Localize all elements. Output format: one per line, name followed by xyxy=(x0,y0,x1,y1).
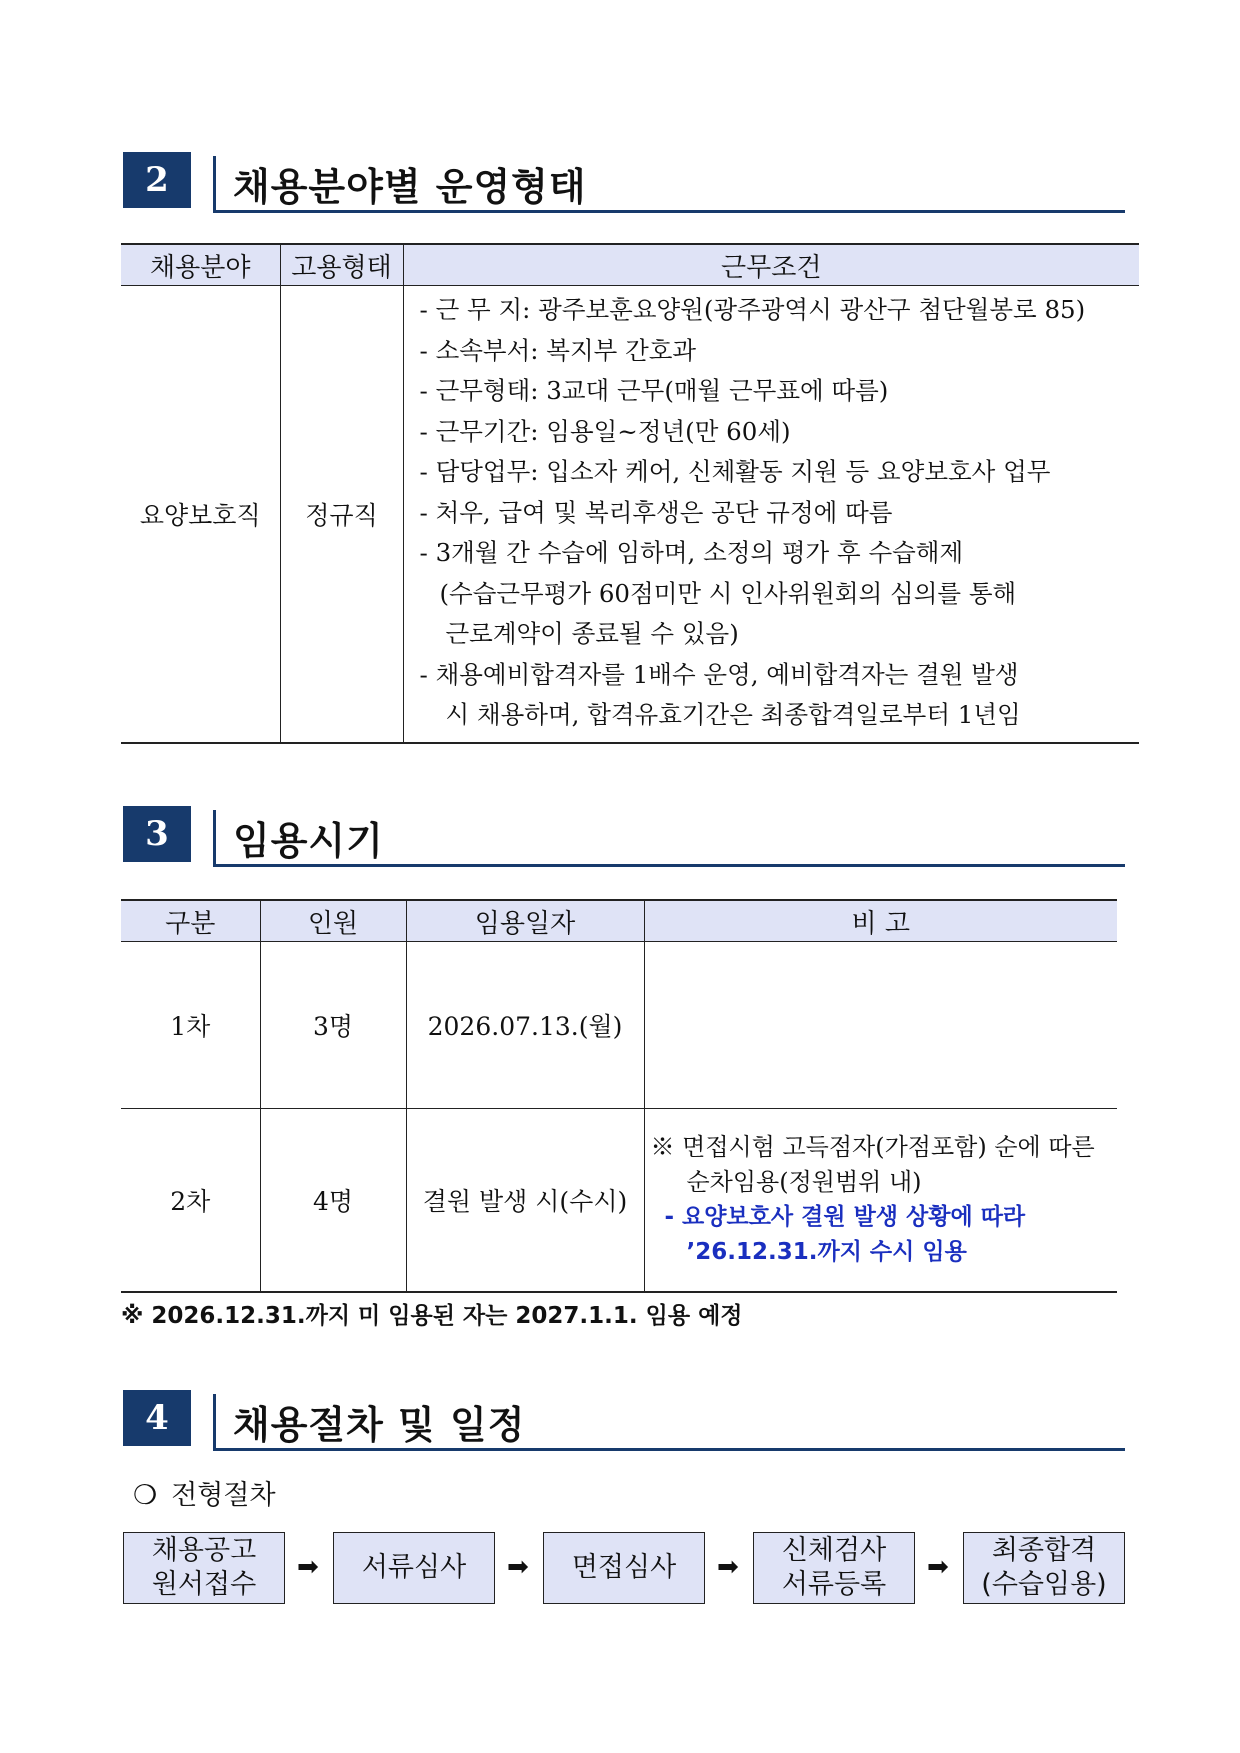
note-cell xyxy=(644,1109,1117,1293)
col-header-field: 채용분야 xyxy=(121,244,280,286)
round-cell: 2차 xyxy=(121,1109,260,1293)
count-cell: 3명 xyxy=(260,942,406,1109)
right-arrow-icon: ➡ xyxy=(297,1552,319,1582)
section-number: 4 xyxy=(123,1390,191,1446)
condition-line: - 근무형태: 3교대 근무(매월 근무표에 따름) xyxy=(419,376,889,405)
process-step-2 xyxy=(333,1532,495,1604)
section-4-header xyxy=(123,1390,1125,1452)
step-line: 서류등록 xyxy=(781,1569,887,1600)
section-number: 2 xyxy=(123,152,191,208)
section-divider xyxy=(213,156,216,212)
section-divider xyxy=(213,1394,216,1450)
col-header-note: 비 고 xyxy=(644,900,1117,942)
appointment-schedule-table xyxy=(121,899,1117,1293)
condition-line: - 근무기간: 임용일~정년(만 60세) xyxy=(419,416,791,446)
step-line: 최종합격 xyxy=(991,1535,1097,1566)
condition-line: - 근 무 지: 광주보훈요양원(광주광역시 광산구 첨단월봉로 85) xyxy=(419,295,1086,324)
condition-line: (수습근무평가 60점미만 시 인사위원회의 심의를 통해 xyxy=(439,578,1017,608)
section-divider xyxy=(213,810,216,866)
conditions-cell xyxy=(403,286,1139,743)
section-title: 채용분야별 운영형태 xyxy=(233,165,587,209)
right-arrow-icon: ➡ xyxy=(717,1552,739,1582)
condition-line: 근로계약이 종료될 수 있음) xyxy=(445,619,739,648)
step-line: 원서접수 xyxy=(151,1569,257,1600)
condition-line: - 처우, 급여 및 복리후생은 공단 규정에 따름 xyxy=(419,497,893,527)
section-3-header xyxy=(123,806,1125,868)
col-header-round: 구분 xyxy=(121,900,260,942)
col-header-employment: 고용형태 xyxy=(280,244,403,286)
section-underline xyxy=(213,864,1125,867)
condition-line: 시 채용하며, 합격유효기간은 최종합격일로부터 1년임 xyxy=(445,700,1021,729)
step-line: 채용공고 xyxy=(151,1535,257,1566)
condition-line: - 소속부서: 복지부 간호과 xyxy=(419,335,697,365)
step-line: 신체검사 xyxy=(781,1535,887,1566)
note-line-highlight: ’26.12.31.까지 수시 임용 xyxy=(686,1239,967,1265)
process-step-5 xyxy=(963,1532,1125,1604)
recruitment-field-table xyxy=(121,243,1139,744)
date-cell: 결원 발생 시(수시) xyxy=(406,1109,644,1293)
condition-line: - 담당업무: 입소자 케어, 신체활동 지원 등 요양보호사 업무 xyxy=(419,457,1051,486)
table-row xyxy=(121,1109,1117,1293)
process-step-1 xyxy=(123,1532,285,1604)
process-step-3 xyxy=(543,1532,705,1604)
col-header-date: 임용일자 xyxy=(406,900,644,942)
condition-line: - 채용예비합격자를 1배수 운영, 예비합격자는 결원 발생 xyxy=(419,659,1019,689)
right-arrow-icon: ➡ xyxy=(507,1552,529,1582)
note-line: 순차임용(정원범위 내) xyxy=(686,1168,922,1196)
round-cell: 1차 xyxy=(121,942,260,1109)
note-line: ※ 면접시험 고득점자(가점포함) 순에 따른 xyxy=(650,1133,1095,1161)
field-cell: 요양보호직 xyxy=(121,286,280,743)
section-2-header xyxy=(123,152,1125,214)
section-title: 임용시기 xyxy=(233,819,384,863)
section-title: 채용절차 및 일정 xyxy=(233,1403,526,1447)
employment-cell: 정규직 xyxy=(280,286,403,743)
process-label xyxy=(133,1473,276,1512)
date-cell: 2026.07.13.(월) xyxy=(406,942,644,1109)
condition-line: - 3개월 간 수습에 임하며, 소정의 평가 후 수습해제 xyxy=(419,538,964,567)
step-line: 면접심사 xyxy=(571,1552,677,1583)
circle-bullet-icon: ❍ xyxy=(133,1480,158,1511)
count-cell: 4명 xyxy=(260,1109,406,1293)
table-row xyxy=(121,942,1117,1109)
process-step-4 xyxy=(753,1532,915,1604)
step-line: (수습임용) xyxy=(981,1569,1107,1600)
section-underline xyxy=(213,1448,1125,1451)
process-label-text: 전형절차 xyxy=(171,1480,276,1511)
right-arrow-icon: ➡ xyxy=(927,1552,949,1582)
col-header-conditions: 근무조건 xyxy=(403,244,1139,286)
section-number: 3 xyxy=(123,806,191,862)
schedule-footnote: ※ 2026.12.31.까지 미 임용된 자는 2027.1.1. 임용 예정 xyxy=(121,1303,743,1329)
step-line: 서류심사 xyxy=(361,1552,467,1583)
note-cell xyxy=(644,942,1117,1109)
col-header-count: 인원 xyxy=(260,900,406,942)
note-line-highlight: - 요양보호사 결원 발생 상황에 따라 xyxy=(664,1204,1026,1230)
section-underline xyxy=(213,210,1125,213)
